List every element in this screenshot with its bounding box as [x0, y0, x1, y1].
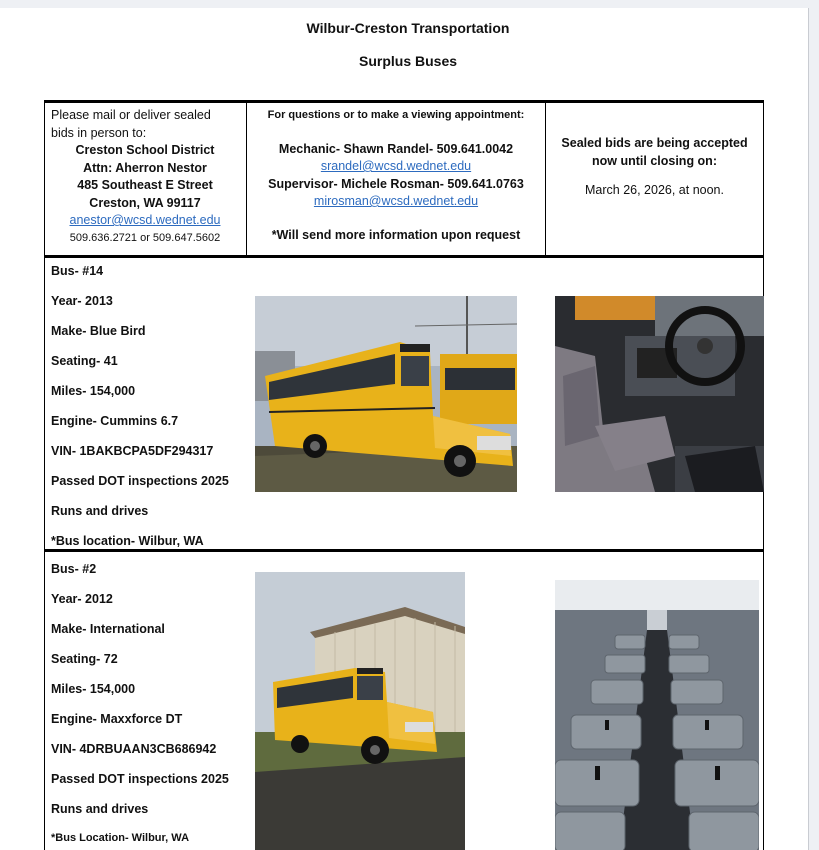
- bids-line-1: Sealed bids are being accepted: [561, 136, 748, 150]
- more-info-note: *Will send more information upon request: [271, 227, 521, 242]
- document-page: [0, 8, 809, 850]
- info-table: [44, 100, 764, 258]
- bus-dot: Passed DOT inspections 2025: [51, 474, 229, 488]
- street-address: 485 Southeast E Street: [77, 178, 213, 192]
- supervisor-email-link[interactable]: mirosman@wcsd.wednet.edu: [313, 194, 479, 208]
- bus-engine: Engine- Maxxforce DT: [51, 712, 183, 726]
- supervisor-contact: Supervisor- Michele Rosman- 509.641.0763: [268, 176, 524, 191]
- bus-seating: Seating- 41: [51, 354, 118, 368]
- bus-year: Year- 2013: [51, 294, 113, 308]
- bus-dot: Passed DOT inspections 2025: [51, 772, 229, 786]
- bus-vin: VIN- 1BAKBCPA5DF294317: [51, 444, 214, 458]
- mail-bids-cell: [45, 103, 245, 255]
- district-email-link[interactable]: anestor@wcsd.wednet.edu: [69, 213, 221, 227]
- bus-2-interior-photo: [555, 580, 759, 850]
- bus-sign-icon: [357, 668, 383, 674]
- bus-runs: Runs and drives: [51, 504, 149, 518]
- bus-14-section: [44, 258, 764, 552]
- bus-vin: VIN- 4DRBUAAN3CB686942: [51, 742, 217, 756]
- bus-engine: Engine- Cummins 6.7: [51, 414, 179, 428]
- bus-miles: Miles- 154,000: [51, 682, 136, 696]
- bus-seating: Seating- 72: [51, 652, 118, 666]
- mail-intro-line-2: bids in person to:: [51, 125, 147, 140]
- bus-runs: Runs and drives: [51, 802, 149, 816]
- bus-year: Year- 2012: [51, 592, 113, 606]
- bus-14-exterior-photo: [255, 296, 517, 492]
- bus-2-section: [44, 552, 764, 850]
- questions-heading: For questions or to make a viewing appointment:: [267, 109, 525, 121]
- bids-cell: [545, 103, 763, 255]
- bids-line-2: now until closing on:: [592, 153, 717, 168]
- bus-2-exterior-photo: [255, 572, 465, 850]
- bus-location: *Bus location- Wilbur, WA: [51, 534, 204, 548]
- mail-intro-line-1: Please mail or deliver sealed: [51, 108, 211, 122]
- district-name: Creston School District: [75, 143, 215, 157]
- bus-make: Make- International: [51, 622, 165, 636]
- bus-14-driver-seat-photo: [555, 296, 764, 492]
- bus-make: Make- Blue Bird: [51, 324, 146, 338]
- bus-sign-icon: [400, 344, 430, 352]
- questions-cell: [246, 103, 545, 255]
- bus-location: *Bus Location- Wilbur, WA: [51, 832, 190, 844]
- mechanic-contact: Mechanic- Shawn Randel- 509.641.0042: [278, 141, 514, 156]
- attention-line: Attn: Aherron Nestor: [83, 160, 207, 175]
- district-phones: 509.636.2721 or 509.647.5602: [69, 231, 221, 244]
- city-address: Creston, WA 99117: [89, 195, 201, 210]
- mechanic-email-link[interactable]: srandel@wcsd.wednet.edu: [320, 159, 472, 173]
- closing-date: March 26, 2026, at noon.: [585, 183, 724, 197]
- bus-number: Bus- #2: [51, 562, 97, 576]
- bus-miles: Miles- 154,000: [51, 384, 136, 398]
- document-title: Wilbur-Creston Transportation: [306, 20, 510, 36]
- bus-number: Bus- #14: [51, 264, 104, 278]
- document-subtitle: Surplus Buses: [358, 53, 458, 69]
